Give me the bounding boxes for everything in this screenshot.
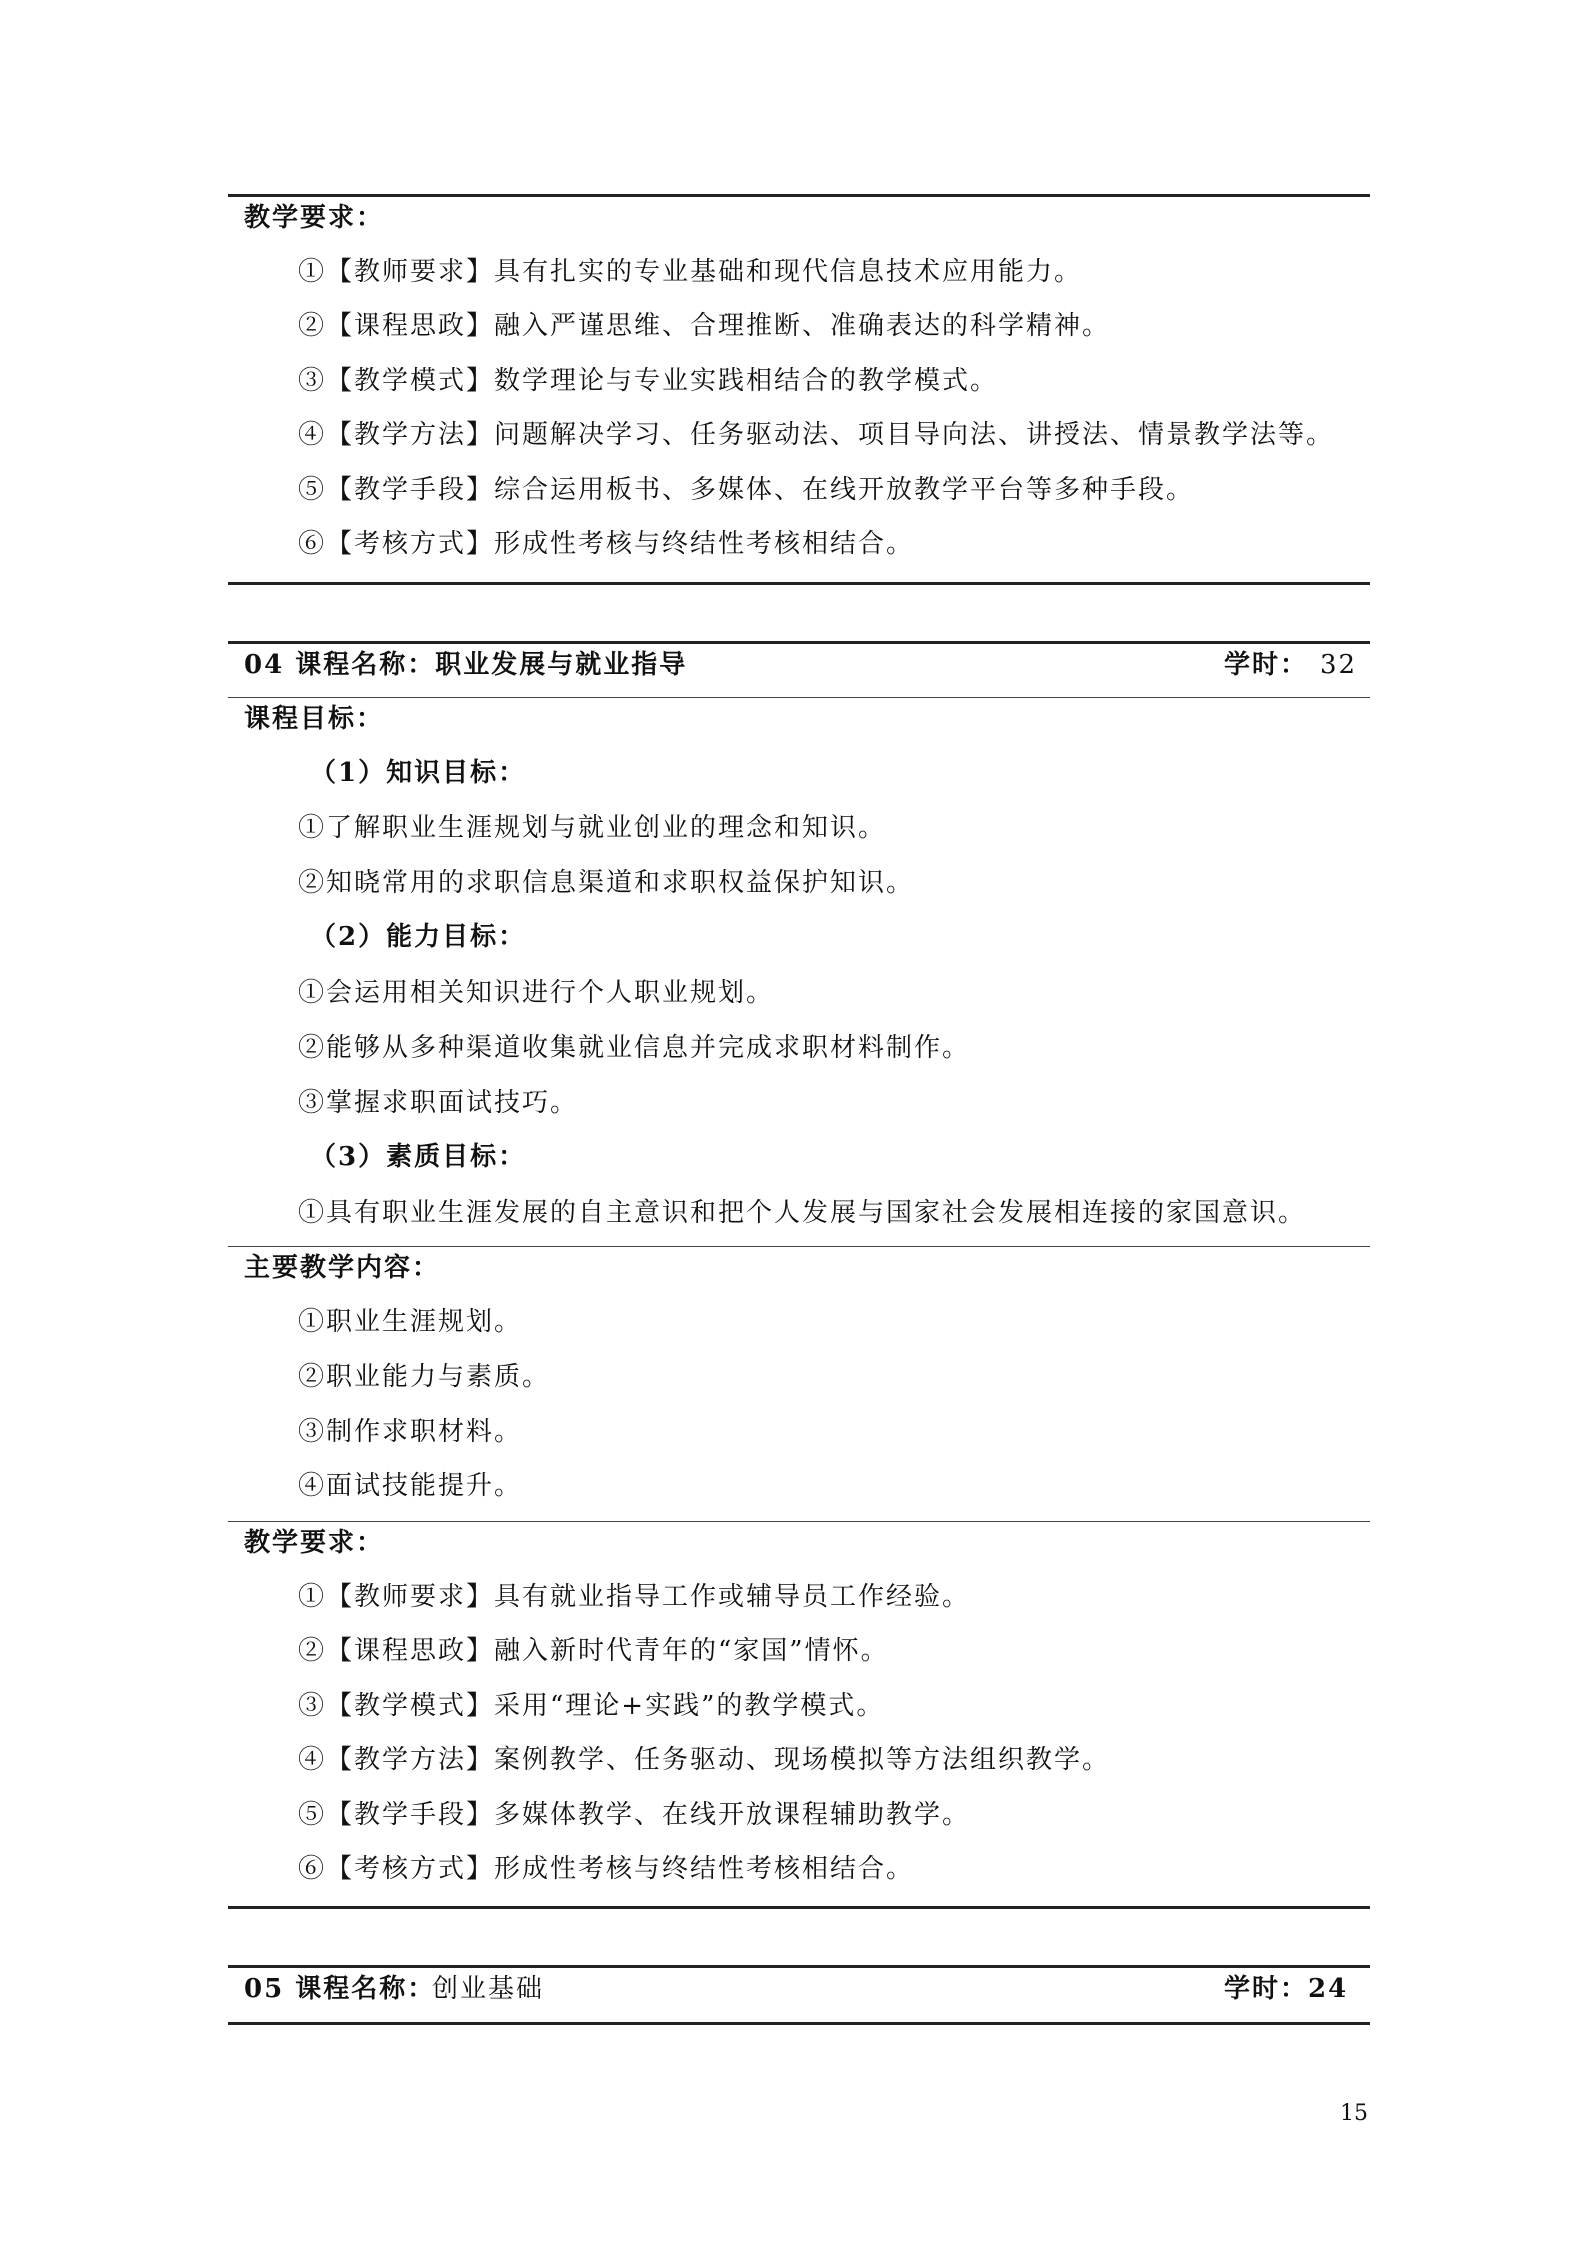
knowledge-item: ②知晓常用的求职信息渠道和求职权益保护知识。 (298, 868, 915, 898)
content-label: 主要教学内容： (244, 1253, 441, 1283)
requirement-item: ②【课程思政】融入新时代青年的“家国”情怀。 (298, 1636, 889, 1666)
requirement-item: ⑥【考核方式】形成性考核与终结性考核相结合。 (298, 529, 915, 559)
content-item: ③制作求职材料。 (298, 1417, 523, 1447)
knowledge-label: （1）知识目标： (310, 758, 527, 788)
requirement-item: ⑤【教学手段】综合运用板书、多媒体、在线开放教学平台等多种手段。 (298, 475, 1195, 505)
course-05-title-prefix: 05 课程名称： (244, 1974, 436, 2004)
ability-label: （2）能力目标： (310, 922, 527, 952)
requirement-item: ③【教学模式】数学理论与专业实践相结合的教学模式。 (298, 366, 999, 396)
requirement-item: ④【教学方法】案例教学、任务驱动、现场模拟等方法组织教学。 (298, 1745, 1111, 1775)
course-04-hours-value: 32 (1320, 650, 1358, 680)
content-item: ①职业生涯规划。 (298, 1307, 523, 1337)
requirement-item: ③【教学模式】采用“理论+实践”的教学模式。 (298, 1691, 885, 1721)
course-04-hours-label: 学时： (1224, 650, 1309, 680)
ability-item: ②能够从多种渠道收集就业信息并完成求职材料制作。 (298, 1033, 971, 1063)
ability-item: ①会运用相关知识进行个人职业规划。 (298, 978, 775, 1008)
rule-course-05-bottom (228, 2022, 1370, 2025)
rule-top (228, 194, 1370, 197)
requirements-label-04: 教学要求： (244, 1528, 385, 1558)
requirement-item: ②【课程思政】融入严谨思维、合理推断、准确表达的科学精神。 (298, 311, 1111, 341)
objectives-label: 课程目标： (244, 704, 385, 734)
course-05-hours: 学时：24 (1224, 1974, 1349, 2004)
rule-course-04-top (228, 641, 1370, 644)
content-item: ②职业能力与素质。 (298, 1362, 551, 1392)
requirement-item: ⑤【教学手段】多媒体教学、在线开放课程辅助教学。 (298, 1800, 971, 1830)
content-item: ④面试技能提升。 (298, 1471, 523, 1501)
knowledge-item: ①了解职业生涯规划与就业创业的理念和知识。 (298, 813, 887, 843)
rule-content-end (228, 1521, 1370, 1522)
rule-course-05-top (228, 1965, 1370, 1968)
course-04-title: 04 课程名称：职业发展与就业指导 (244, 650, 688, 680)
quality-item: ①具有职业生涯发展的自主意识和把个人发展与国家社会发展相连接的家国意识。 (298, 1198, 1307, 1228)
requirement-item: ①【教师要求】具有就业指导工作或辅导员工作经验。 (298, 1582, 971, 1612)
course-05-title-name: 创业基础 (432, 1974, 545, 2004)
rule-course-04-title-bottom (228, 697, 1370, 698)
rule-course-04-end (228, 1906, 1370, 1909)
quality-label: （3）素质目标： (310, 1142, 527, 1172)
rule-objectives-end (228, 1246, 1370, 1247)
requirement-item: ⑥【考核方式】形成性考核与终结性考核相结合。 (298, 1854, 915, 1884)
page-number: 15 (1340, 2101, 1368, 2126)
requirement-item: ④【教学方法】问题解决学习、任务驱动法、项目导向法、讲授法、情景教学法等。 (298, 420, 1335, 450)
rule-section-end (228, 582, 1370, 585)
requirement-item: ①【教师要求】具有扎实的专业基础和现代信息技术应用能力。 (298, 257, 1083, 287)
requirements-label-03: 教学要求： (244, 203, 385, 233)
ability-item: ③掌握求职面试技巧。 (298, 1088, 579, 1118)
